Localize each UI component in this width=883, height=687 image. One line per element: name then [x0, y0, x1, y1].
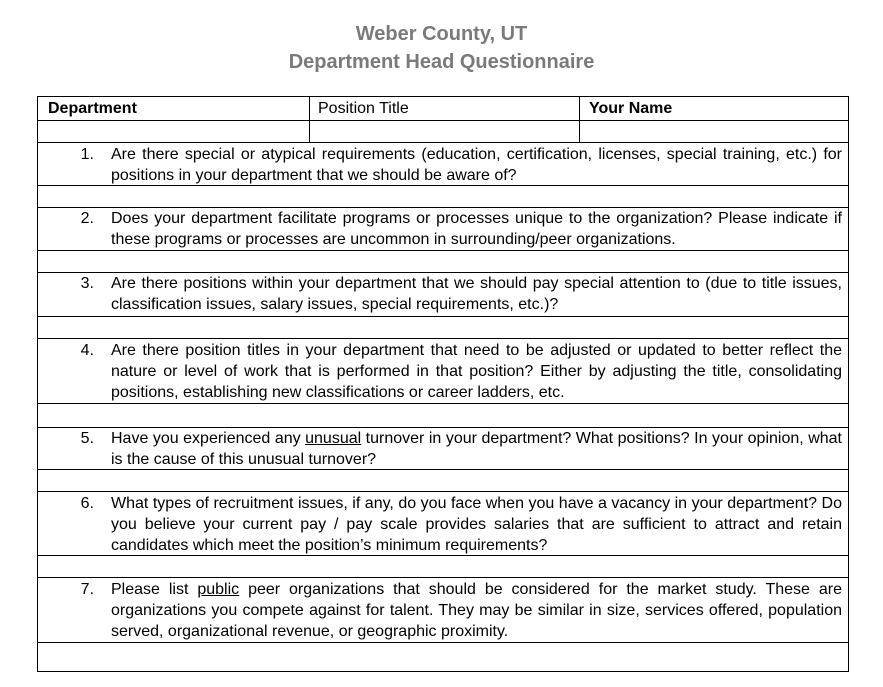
column-header-your-name: Your Name	[589, 100, 673, 117]
emphasis-unusual: unusual	[305, 430, 362, 447]
position-title-field[interactable]	[310, 121, 579, 142]
answer-field-6[interactable]	[38, 556, 848, 577]
question-text: What types of recruitment issues, if any, do you face when you have a vacancy in your department? Do you believe your current pay / pay scale provides salaries that are sufficient to attract and retain candidates which meet the position’s minimum requirements?	[111, 495, 842, 554]
answer-field-2[interactable]	[38, 251, 848, 272]
emphasis-public: public	[197, 581, 240, 598]
answer-field-5[interactable]	[38, 470, 848, 491]
question-number: 3.	[80, 275, 94, 292]
question-text: Are there positions within your department that we should pay special attention to (due to title issues, classification issues, salary issues, special requirements, etc.)?	[111, 275, 842, 313]
answer-field-1[interactable]	[38, 186, 848, 207]
column-header-department: Department	[48, 100, 137, 117]
department-field[interactable]	[38, 121, 309, 142]
document-subtitle: Department Head Questionnaire	[288, 51, 595, 73]
row-divider	[38, 491, 848, 492]
question-number: 6.	[80, 495, 94, 512]
question-number: 4.	[80, 342, 94, 359]
question-number: 5.	[80, 430, 94, 447]
answer-field-3[interactable]	[38, 317, 848, 338]
question-text: Are there position titles in your department that need to be adjusted or updated to better reflect the nature or level of work that is performed in that position? Either by adjusting the title, consolidating positions, establishing new classifications or career ladders, etc.	[111, 342, 842, 401]
row-divider	[38, 142, 848, 143]
questionnaire-form	[37, 96, 849, 672]
row-divider	[38, 338, 848, 339]
row-divider	[38, 577, 848, 578]
question-text: Have you experienced any unusual turnover in your department? What positions? In your opinion, what is the cause of this unusual turnover?	[111, 430, 842, 468]
answer-field-7[interactable]	[38, 643, 848, 671]
answer-field-4[interactable]	[38, 404, 848, 426]
document-title: Weber County, UT	[355, 23, 528, 45]
question-number: 1.	[80, 146, 94, 163]
column-header-position-title: Position Title	[318, 100, 409, 117]
question-text: Please list public peer organizations that should be considered for the market study. These are organizations you compete against for talent. They may be similar in size, services offered, population served, organizational revenue, or geographic proximity.	[111, 581, 843, 640]
your-name-field[interactable]	[580, 121, 848, 142]
question-number: 2.	[80, 210, 94, 227]
question-number: 7.	[80, 581, 94, 598]
question-text: Does your department facilitate programs or processes unique to the organization? Please indicate if these programs or processes are uncommon in surrounding/peer organizations.	[111, 210, 842, 248]
question-text: Are there special or atypical requirements (education, certification, licenses, special training, etc.) for positions in your department that we should be aware of?	[111, 146, 842, 184]
